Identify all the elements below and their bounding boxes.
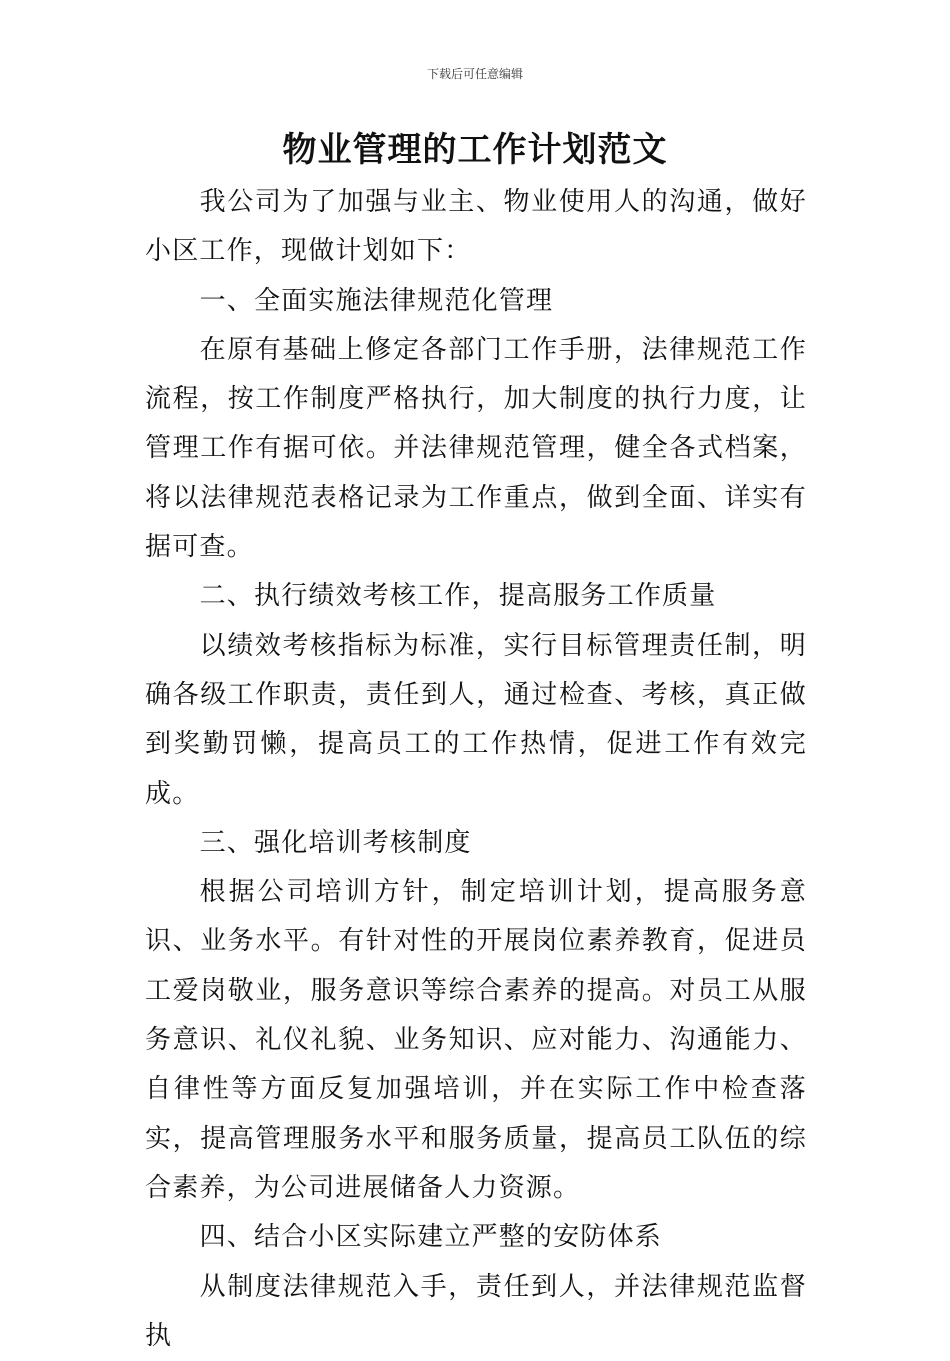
section-heading-4: 四、结合小区实际建立严整的安防体系 [199, 1222, 662, 1253]
section-heading-2: 二、执行绩效考核工作，提高服务工作质量 [199, 581, 717, 612]
section-paragraph-3: 根据公司培训方针，制定培训计划，提高服务意识、业务水平。有针对性的开展岗位素养教育，促进员工爱岗敬业，服务意识等综合素养的提高。对员工从服务意识、礼仪礼貌、业务知识、应对能力、沟通能力、自律性等方面反复加强培训，并在实际工作中检查落实，提高管理服务水平和服务质量，提高员工队伍的综合素养，为公司进展储备人力资源。 [145, 877, 807, 1203]
header-note: 下载后可任意编辑 [426, 67, 523, 81]
section-paragraph-2: 以绩效考核指标为标准，实行目标管理责任制，明确各级工作职责，责任到人，通过检查、考核，真正做到奖勤罚懒，提高员工的工作热情，促进工作有效完成。 [145, 630, 807, 809]
section-heading-1: 一、全面实施法律规范化管理 [199, 285, 554, 316]
section-paragraph-4: 从制度法律规范入手，责任到人，并法律规范监督执 [145, 1271, 807, 1351]
document-body [145, 178, 807, 1361]
section-heading-3: 三、强化培训考核制度 [199, 827, 472, 858]
document-title: 物业管理的工作计划范文 [282, 130, 668, 170]
section-paragraph-1: 在原有基础上修定各部门工作手册，法律规范工作流程，按工作制度严格执行，加大制度的执行力度，让管理工作有据可依。并法律规范管理，健全各式档案，将以法律规范表格记录为工作重点，做到全面、详实有据可查。 [145, 334, 807, 563]
intro-paragraph: 我公司为了加强与业主、物业使用人的沟通，做好小区工作，现做计划如下： [145, 187, 807, 267]
